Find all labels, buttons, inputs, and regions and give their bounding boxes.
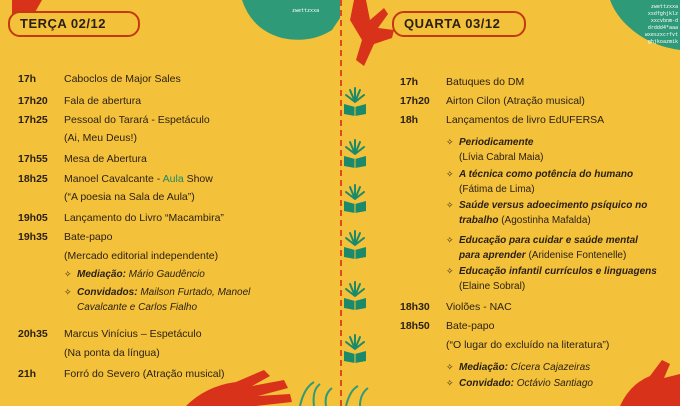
- svg-text:zwettzxxa: zwettzxxa: [292, 8, 320, 14]
- book-plant-icon: [342, 229, 368, 259]
- event-title: [64, 367, 224, 381]
- decor-text: zwettzxxa xsdfghjklz xxcvbnm-d drddd4*aaa wxeszxcrfvt ghjkoazmik: [644, 4, 678, 45]
- book-plant-icon: [342, 280, 368, 310]
- time: 18h: [400, 114, 419, 126]
- book-author: (Aridenise Fontenelle): [525, 250, 627, 261]
- hand-icon: [344, 0, 404, 70]
- time: 17h: [18, 73, 37, 85]
- event-subtitle: (“A poesia na Sala de Aula”): [64, 191, 195, 203]
- mediation-label: Mediação:: [77, 269, 126, 280]
- guests-label: Convidados:: [77, 287, 138, 298]
- diamond-bullet-icon: ✧: [446, 200, 454, 210]
- time: 19h05: [18, 212, 48, 224]
- book-title-cont: [459, 249, 626, 263]
- event-title: Violões - NAC: [446, 301, 512, 313]
- book-author: (Lívia Cabral Maia): [459, 152, 544, 163]
- event-subtitle: (Mercado editorial independente): [64, 250, 219, 262]
- event-title-part: Forró do Severo: [64, 368, 140, 380]
- diamond-bullet-icon: ✧: [446, 169, 454, 179]
- book-author: (Fátima de Lima): [459, 184, 535, 195]
- event-subtitle: (Na ponta da língua): [64, 347, 160, 359]
- event-title: Fala de abertura: [64, 95, 142, 107]
- hand-icon: [600, 360, 680, 406]
- event-title-part: Airton Cilon: [446, 95, 501, 107]
- time: 18h50: [400, 320, 430, 332]
- time: 17h25: [18, 114, 48, 126]
- time: 17h: [400, 76, 419, 88]
- guest-line: [459, 377, 593, 391]
- time: 17h55: [18, 153, 48, 165]
- book-plant-icon: [342, 333, 368, 363]
- mediation-label: Mediação:: [459, 362, 508, 373]
- event-title: Lançamentos de livro EdUFERSA: [446, 114, 605, 126]
- diamond-bullet-icon: ✧: [446, 137, 454, 147]
- day-badge-quarta: QUARTA 03/12: [392, 11, 526, 37]
- diamond-bullet-icon: ✧: [446, 362, 454, 372]
- mediation-value: Cícera Cajazeiras: [507, 362, 591, 373]
- event-title: Caboclos de Major Sales: [64, 73, 181, 85]
- event-title-part: Manoel Cavalcante -: [64, 173, 163, 185]
- guest-label: Convidado:: [459, 378, 514, 389]
- time: 19h35: [18, 231, 48, 243]
- time: 17h20: [18, 95, 48, 107]
- book-plant-icon: [342, 138, 368, 168]
- hand-icon: [232, 0, 340, 52]
- time: 18h30: [400, 301, 430, 313]
- event-note: (Atração musical): [139, 368, 225, 380]
- book-title: Educação para cuidar e saúde mental: [459, 235, 638, 246]
- event-title-highlight: Aula: [162, 173, 184, 185]
- time: 17h20: [400, 95, 430, 107]
- time: 20h35: [18, 328, 48, 340]
- plant-icon: [290, 380, 340, 406]
- book-author: (Elaine Sobral): [459, 281, 526, 292]
- diamond-bullet-icon: ✧: [446, 235, 454, 245]
- guests-value: Mailson Furtado, Manoel: [137, 287, 251, 298]
- book-title-part: para aprender: [459, 250, 526, 261]
- event-title: Pessoal do Tarará - Espetáculo: [64, 114, 210, 126]
- event-title: [446, 94, 585, 108]
- event-title: Batuques do DM: [446, 76, 525, 88]
- event-title-part: Show: [183, 173, 213, 185]
- day-badge-terca: TERÇA 02/12: [8, 11, 140, 37]
- mediation-line: [459, 361, 590, 375]
- event-title: Marcus Vinícius – Espetáculo: [64, 328, 202, 340]
- event-note: (Atração musical): [500, 95, 585, 107]
- book-plant-icon: [342, 183, 368, 213]
- event-title: Bate-papo: [64, 231, 113, 243]
- book-title: A técnica como potência do humano: [459, 169, 634, 180]
- book-title-cont: [459, 214, 591, 228]
- time: 18h25: [18, 173, 48, 185]
- diamond-bullet-icon: ✧: [446, 266, 454, 276]
- book-title-part: trabalho: [459, 215, 499, 226]
- mediation-value: Mário Gaudêncio: [125, 269, 205, 280]
- event-title: Mesa de Abertura: [64, 153, 147, 165]
- book-title: Saúde versus adoecimento psíquico no: [459, 200, 648, 211]
- event-title: Lançamento do Livro “Macambira”: [64, 212, 224, 224]
- guests-line: [77, 286, 250, 300]
- mediation-line: [77, 268, 205, 282]
- book-title: Periodicamente: [459, 137, 534, 148]
- time: 21h: [18, 368, 37, 380]
- guests-value-cont: Cavalcante e Carlos Fialho: [77, 302, 198, 313]
- book-author: (Agostinha Mafalda): [498, 215, 591, 226]
- book-title: Educação infantil currículos e linguagens: [459, 266, 657, 277]
- event-title: Bate-papo: [446, 320, 495, 332]
- diamond-bullet-icon: ✧: [446, 378, 454, 388]
- event-subtitle: (“O lugar do excluído na literatura”): [446, 339, 610, 351]
- diamond-bullet-icon: ✧: [64, 287, 72, 297]
- plant-icon: [340, 384, 380, 406]
- event-subtitle: (Ai, Meu Deus!): [64, 132, 137, 144]
- book-plant-icon: [342, 86, 368, 116]
- diamond-bullet-icon: ✧: [64, 269, 72, 279]
- guest-value: Octávio Santiago: [514, 378, 593, 389]
- event-title: [64, 172, 213, 186]
